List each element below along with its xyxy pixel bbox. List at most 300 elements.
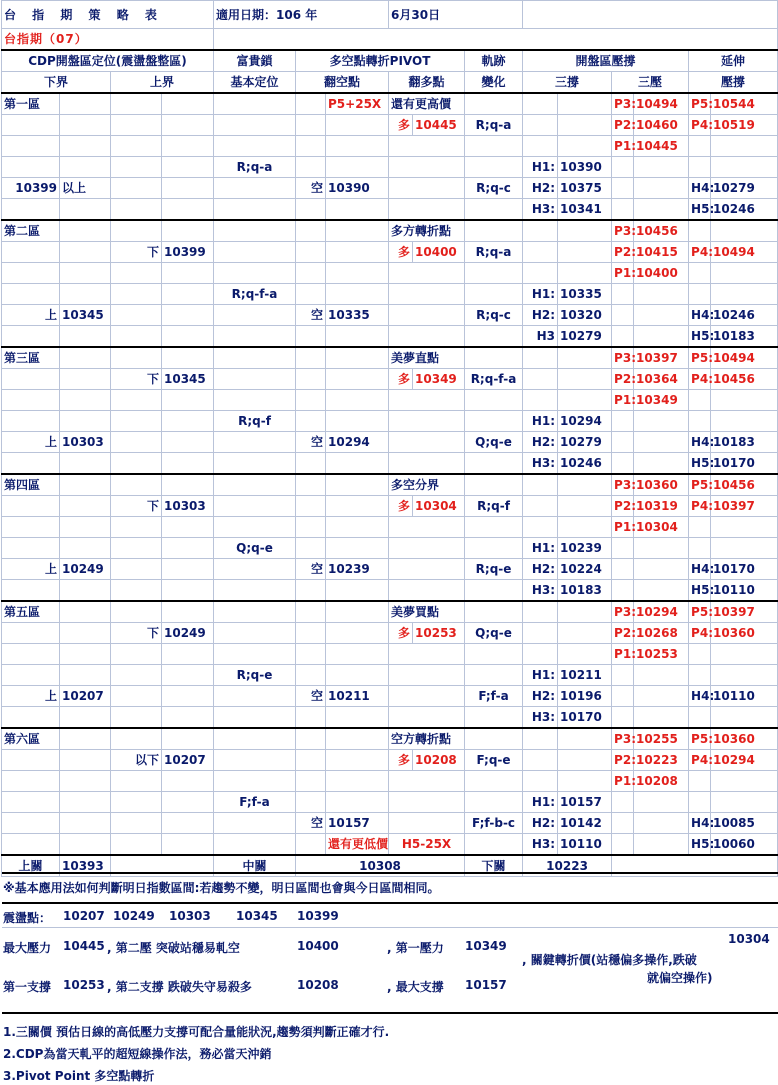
support-label: H3 — [523, 326, 558, 348]
base-position — [214, 390, 296, 411]
zone-row — [2, 644, 778, 665]
base-position — [214, 178, 296, 199]
support-value: 10279 — [558, 326, 612, 348]
lower-bound-value — [60, 284, 111, 305]
flip-short-value — [326, 242, 389, 263]
second-support-text: , 第二支撐 跌破失守易殺多 — [107, 980, 252, 994]
lower-bound-value — [60, 665, 111, 686]
support-label: H1: — [523, 157, 558, 178]
flip-short-value — [326, 157, 389, 178]
flip-short-value — [326, 771, 389, 792]
base-position — [214, 474, 296, 496]
zone-row — [2, 728, 778, 750]
second-support-value: 10208 — [297, 978, 339, 992]
zone-row — [2, 305, 778, 326]
support-label — [523, 771, 558, 792]
flip-long-label — [389, 644, 465, 665]
sub-header-row — [2, 72, 778, 94]
resistance-label: P3: — [612, 93, 634, 115]
upper-bound-label — [111, 644, 162, 665]
flip-short-value — [326, 263, 389, 284]
resistance-value: 10253 — [634, 644, 689, 665]
lower-bound-value — [60, 199, 111, 221]
lower-bound-label — [2, 453, 60, 475]
lower-bound-value — [60, 157, 111, 178]
upper-bound-label — [111, 157, 162, 178]
flip-short-value — [326, 199, 389, 221]
zone-row — [2, 623, 778, 644]
flip-short-value — [326, 453, 389, 475]
ext-value — [711, 263, 778, 284]
support-value — [558, 390, 612, 411]
ext-value: 10085 — [711, 813, 778, 834]
oscillation-value-4: 10345 — [236, 909, 278, 923]
ext-label: H5: — [689, 453, 711, 475]
base-position — [214, 559, 296, 580]
flip-short-value — [326, 474, 389, 496]
support-value: 10341 — [558, 199, 612, 221]
resistance-label — [612, 157, 634, 178]
resistance-label — [612, 326, 634, 348]
track-change — [465, 834, 523, 856]
resistance-label: P2: — [612, 115, 634, 136]
base-position — [214, 220, 296, 242]
lower-bound-value — [60, 369, 111, 390]
base-position — [214, 686, 296, 707]
zone-name: 第三區 — [2, 347, 60, 369]
support-label — [523, 390, 558, 411]
ext-label: P5: — [689, 601, 711, 623]
flip-short-value — [326, 601, 389, 623]
base-position — [214, 517, 296, 538]
ext-value — [711, 707, 778, 729]
lower-bound-label — [2, 496, 60, 517]
contract-row — [2, 29, 778, 51]
resistance-value — [634, 305, 689, 326]
first-pressure-value: 10349 — [465, 939, 507, 953]
ext-value — [711, 284, 778, 305]
zone-row — [2, 220, 778, 242]
lower-bound-label — [2, 263, 60, 284]
resistance-label — [612, 432, 634, 453]
base-position — [214, 242, 296, 263]
flip-short-value — [326, 220, 389, 242]
lower-bound-value — [60, 580, 111, 602]
resistance-label: P2: — [612, 496, 634, 517]
base-position — [214, 623, 296, 644]
resistance-value — [634, 707, 689, 729]
lower-bound-label: 上 — [2, 432, 60, 453]
track-change: R;q-a — [465, 242, 523, 263]
base-position: F;f-a — [214, 792, 296, 813]
key-pivot-text-2: 就偏空操作) — [647, 971, 713, 985]
track-change: Q;q-e — [465, 432, 523, 453]
lower-bound-label — [2, 792, 60, 813]
ext-value: 10456 — [711, 474, 778, 496]
flip-short-label: 空 — [296, 559, 326, 580]
support-value: 10142 — [558, 813, 612, 834]
track-change: F;q-e — [465, 750, 523, 771]
upper-bound-value — [162, 453, 214, 475]
lower-bound-label — [2, 284, 60, 305]
upper-bound-label — [111, 136, 162, 157]
group-header-row — [2, 50, 778, 72]
support-label — [523, 728, 558, 750]
support-value — [558, 771, 612, 792]
flip-short-label — [296, 157, 326, 178]
resistance-label — [612, 178, 634, 199]
resistance-value: 10319 — [634, 496, 689, 517]
flip-short-label — [296, 199, 326, 221]
flip-long-label: 空方轉折點 — [389, 728, 465, 750]
support-label: H1: — [523, 665, 558, 686]
flip-long-label — [389, 707, 465, 729]
notes-area — [1, 872, 777, 1084]
note-main: ※基本應用法如何判斷明日指數區間:若趨勢不變，明日區間也會與今日區間相同。 — [3, 881, 440, 895]
second-pressure-value: 10400 — [297, 939, 339, 953]
zone-row — [2, 199, 778, 221]
ext-label — [689, 263, 711, 284]
base-position — [214, 644, 296, 665]
upper-bound-value — [162, 707, 214, 729]
support-value — [558, 93, 612, 115]
lower-bound-value — [60, 813, 111, 834]
oscillation-label: 震盪點： — [3, 911, 52, 925]
zone-name: 第二區 — [2, 220, 60, 242]
base-position — [214, 136, 296, 157]
upper-bound-value — [162, 115, 214, 136]
key-pivot-text-1: , 關鍵轉折價(站穩偏多操作,跌破 — [522, 953, 697, 967]
resistance-value — [634, 432, 689, 453]
header-s3: 三撐 — [523, 72, 612, 94]
flip-short-label — [296, 220, 326, 242]
base-position — [214, 115, 296, 136]
ext-value: 10060 — [711, 834, 778, 856]
zone-row — [2, 347, 778, 369]
lower-bound-label: 10399 — [2, 178, 60, 199]
resistance-label — [612, 792, 634, 813]
flip-long-label — [389, 771, 465, 792]
support-value — [558, 347, 612, 369]
resistance-value — [634, 178, 689, 199]
header-cdp: CDP開盤區定位(震盪盤整區) — [2, 50, 214, 72]
support-label — [523, 601, 558, 623]
track-change: Q;q-e — [465, 623, 523, 644]
support-value: 10211 — [558, 665, 612, 686]
resistance-value: 10208 — [634, 771, 689, 792]
support-value: 10320 — [558, 305, 612, 326]
track-change — [465, 390, 523, 411]
upper-bound-value — [162, 474, 214, 496]
ext-label: P5: — [689, 347, 711, 369]
support-label — [523, 623, 558, 644]
support-label: H3: — [523, 199, 558, 221]
header-upper: 上界 — [111, 72, 214, 94]
resistance-label: P2: — [612, 242, 634, 263]
support-label — [523, 115, 558, 136]
upper-bound-value — [162, 432, 214, 453]
support-label: H1: — [523, 284, 558, 305]
header-r3: 三壓 — [612, 72, 689, 94]
track-change — [465, 136, 523, 157]
zone-row — [2, 157, 778, 178]
resistance-value: 10456 — [634, 220, 689, 242]
flip-short-value — [326, 136, 389, 157]
support-value — [558, 263, 612, 284]
lower-bound-label — [2, 707, 60, 729]
lower-bound-label — [2, 326, 60, 348]
flip-short-label — [296, 474, 326, 496]
support-value: 10246 — [558, 453, 612, 475]
ext-label: P5: — [689, 474, 711, 496]
lower-bound-label — [2, 665, 60, 686]
base-position — [214, 453, 296, 475]
header-change: 變化 — [465, 72, 523, 94]
support-label: H1: — [523, 538, 558, 559]
support-value: 10183 — [558, 580, 612, 602]
resistance-value: 10223 — [634, 750, 689, 771]
lower-bound-label — [2, 750, 60, 771]
resistance-value: 10415 — [634, 242, 689, 263]
ext-value — [711, 411, 778, 432]
support-label — [523, 93, 558, 115]
resistance-value: 10460 — [634, 115, 689, 136]
ext-value: 10170 — [711, 559, 778, 580]
zone-row — [2, 242, 778, 263]
base-position: Q;q-e — [214, 538, 296, 559]
ext-label — [689, 792, 711, 813]
resistance-label — [612, 284, 634, 305]
flip-long-label — [389, 305, 465, 326]
resistance-value: 10255 — [634, 728, 689, 750]
flip-short-label — [296, 263, 326, 284]
lower-bound-label — [2, 157, 60, 178]
upper-bound-label — [111, 771, 162, 792]
flip-long-label — [389, 686, 465, 707]
track-change — [465, 199, 523, 221]
upper-bound-label: 下 — [111, 623, 162, 644]
lower-bound-value — [60, 496, 111, 517]
upper-bound-label — [111, 792, 162, 813]
lower-bound-value — [60, 834, 111, 856]
zone-name: 第一區 — [2, 93, 60, 115]
flip-short-value — [326, 750, 389, 771]
base-position — [214, 326, 296, 348]
support-value — [558, 623, 612, 644]
resistance-value: 10268 — [634, 623, 689, 644]
upper-bound-label: 下 — [111, 369, 162, 390]
track-change: F;f-a — [465, 686, 523, 707]
lower-bound-value: 10207 — [60, 686, 111, 707]
support-value: 10294 — [558, 411, 612, 432]
resistance-label — [612, 305, 634, 326]
zone-row — [2, 665, 778, 686]
upper-bound-value — [162, 305, 214, 326]
upper-bound-value — [162, 559, 214, 580]
lower-bound-label — [2, 242, 60, 263]
flip-long-value: 10208 — [413, 750, 465, 771]
support-label — [523, 369, 558, 390]
ext-label: P5: — [689, 93, 711, 115]
ext-value — [711, 665, 778, 686]
flip-long-label — [389, 411, 465, 432]
zone-row — [2, 369, 778, 390]
base-position — [214, 834, 296, 856]
first-support-value: 10253 — [63, 978, 105, 992]
oscillation-value-2: 10249 — [113, 909, 155, 923]
upper-bound-value — [162, 771, 214, 792]
zone-name-blank — [60, 347, 111, 369]
resistance-value — [634, 813, 689, 834]
upper-bound-label — [111, 347, 162, 369]
flip-short-value: 10211 — [326, 686, 389, 707]
support-value: 10239 — [558, 538, 612, 559]
flip-short-label — [296, 115, 326, 136]
base-position — [214, 771, 296, 792]
support-label — [523, 496, 558, 517]
flip-long-label: 多 — [389, 115, 413, 136]
header-ext-sr: 壓撐 — [689, 72, 778, 94]
upper-bound-value — [162, 792, 214, 813]
lower-bound-value: 10303 — [60, 432, 111, 453]
flip-long-label — [389, 263, 465, 284]
flip-short-label — [296, 390, 326, 411]
lower-bound-value — [60, 644, 111, 665]
upper-bound-value — [162, 686, 214, 707]
ext-label: P4: — [689, 623, 711, 644]
resistance-label: P1: — [612, 390, 634, 411]
header-base: 基本定位 — [214, 72, 296, 94]
track-change — [465, 771, 523, 792]
ext-label: H5: — [689, 580, 711, 602]
upper-bound-value — [162, 347, 214, 369]
contract-title: 台指期（07） — [2, 29, 214, 51]
flip-long-value: 10400 — [413, 242, 465, 263]
resistance-label — [612, 813, 634, 834]
upper-bound-value — [162, 813, 214, 834]
ext-label: P4: — [689, 369, 711, 390]
lower-bound-label: 上 — [2, 559, 60, 580]
upper-bound-value — [162, 601, 214, 623]
flip-long-label — [389, 157, 465, 178]
upper-bound-value — [162, 284, 214, 305]
flip-long-label: 多 — [389, 496, 413, 517]
ext-value: 10397 — [711, 601, 778, 623]
ext-value — [711, 644, 778, 665]
zone-row — [2, 538, 778, 559]
flip-short-value — [326, 580, 389, 602]
flip-short-value — [326, 411, 389, 432]
max-pressure-value: 10445 — [63, 939, 105, 953]
zone-row — [2, 390, 778, 411]
support-label: H3: — [523, 834, 558, 856]
flip-short-value: 10294 — [326, 432, 389, 453]
ext-label — [689, 284, 711, 305]
ext-label — [689, 157, 711, 178]
upper-bound-label — [111, 813, 162, 834]
flip-short-label — [296, 771, 326, 792]
flip-short-value — [326, 115, 389, 136]
flip-short-value — [326, 792, 389, 813]
flip-short-label — [296, 623, 326, 644]
resistance-label: P1: — [612, 644, 634, 665]
footnote-2: 2.CDP為當天軋平的超短線操作法，務必當天沖銷 — [3, 1047, 272, 1061]
support-label — [523, 474, 558, 496]
lower-bound-value: 10345 — [60, 305, 111, 326]
flip-long-label: 多 — [389, 369, 413, 390]
resistance-label: P1: — [612, 517, 634, 538]
upper-bound-value: 10399 — [162, 242, 214, 263]
base-position — [214, 93, 296, 115]
zone-row — [2, 559, 778, 580]
ext-label: P5: — [689, 728, 711, 750]
ext-value: 10110 — [711, 580, 778, 602]
zone-row — [2, 411, 778, 432]
ext-value: 10494 — [711, 242, 778, 263]
base-position — [214, 813, 296, 834]
lower-bound-label: 上 — [2, 686, 60, 707]
track-change — [465, 326, 523, 348]
resistance-value — [634, 157, 689, 178]
support-value: 10375 — [558, 178, 612, 199]
resistance-label: P1: — [612, 771, 634, 792]
lower-bound-value — [60, 263, 111, 284]
lower-bound-label — [2, 199, 60, 221]
support-value — [558, 242, 612, 263]
ext-label — [689, 771, 711, 792]
flip-long-label: 多 — [389, 623, 413, 644]
zone-row — [2, 771, 778, 792]
zone-row — [2, 178, 778, 199]
zone-row — [2, 834, 778, 856]
flip-short-label — [296, 644, 326, 665]
flip-short-label — [296, 242, 326, 263]
support-value: 10279 — [558, 432, 612, 453]
lower-bound-label — [2, 623, 60, 644]
flip-short-label: 空 — [296, 305, 326, 326]
resistance-value — [634, 665, 689, 686]
flip-long-label — [389, 559, 465, 580]
zone-row — [2, 580, 778, 602]
zone-name-blank — [60, 220, 111, 242]
track-change: R;q-c — [465, 178, 523, 199]
support-value — [558, 496, 612, 517]
header-lower: 下界 — [2, 72, 111, 94]
support-label: H2: — [523, 686, 558, 707]
ext-label: H4: — [689, 813, 711, 834]
header-lock: 富貴鎖 — [214, 50, 296, 72]
zone-name-blank — [60, 728, 111, 750]
support-value — [558, 750, 612, 771]
ext-value: 10246 — [711, 199, 778, 221]
resistance-label — [612, 199, 634, 221]
ext-value — [711, 771, 778, 792]
upper-bound-label: 下 — [111, 496, 162, 517]
lower-bound-value — [60, 242, 111, 263]
flip-short-value: 10390 — [326, 178, 389, 199]
support-label — [523, 136, 558, 157]
upper-bound-value — [162, 93, 214, 115]
max-pressure-label: 最大壓力 — [3, 941, 52, 955]
lower-bound-label — [2, 390, 60, 411]
support-value: 10335 — [558, 284, 612, 305]
zone-row — [2, 707, 778, 729]
ext-label — [689, 644, 711, 665]
flip-long-label — [389, 178, 465, 199]
upper-bound-value — [162, 538, 214, 559]
resistance-value — [634, 284, 689, 305]
zone-name: 第六區 — [2, 728, 60, 750]
